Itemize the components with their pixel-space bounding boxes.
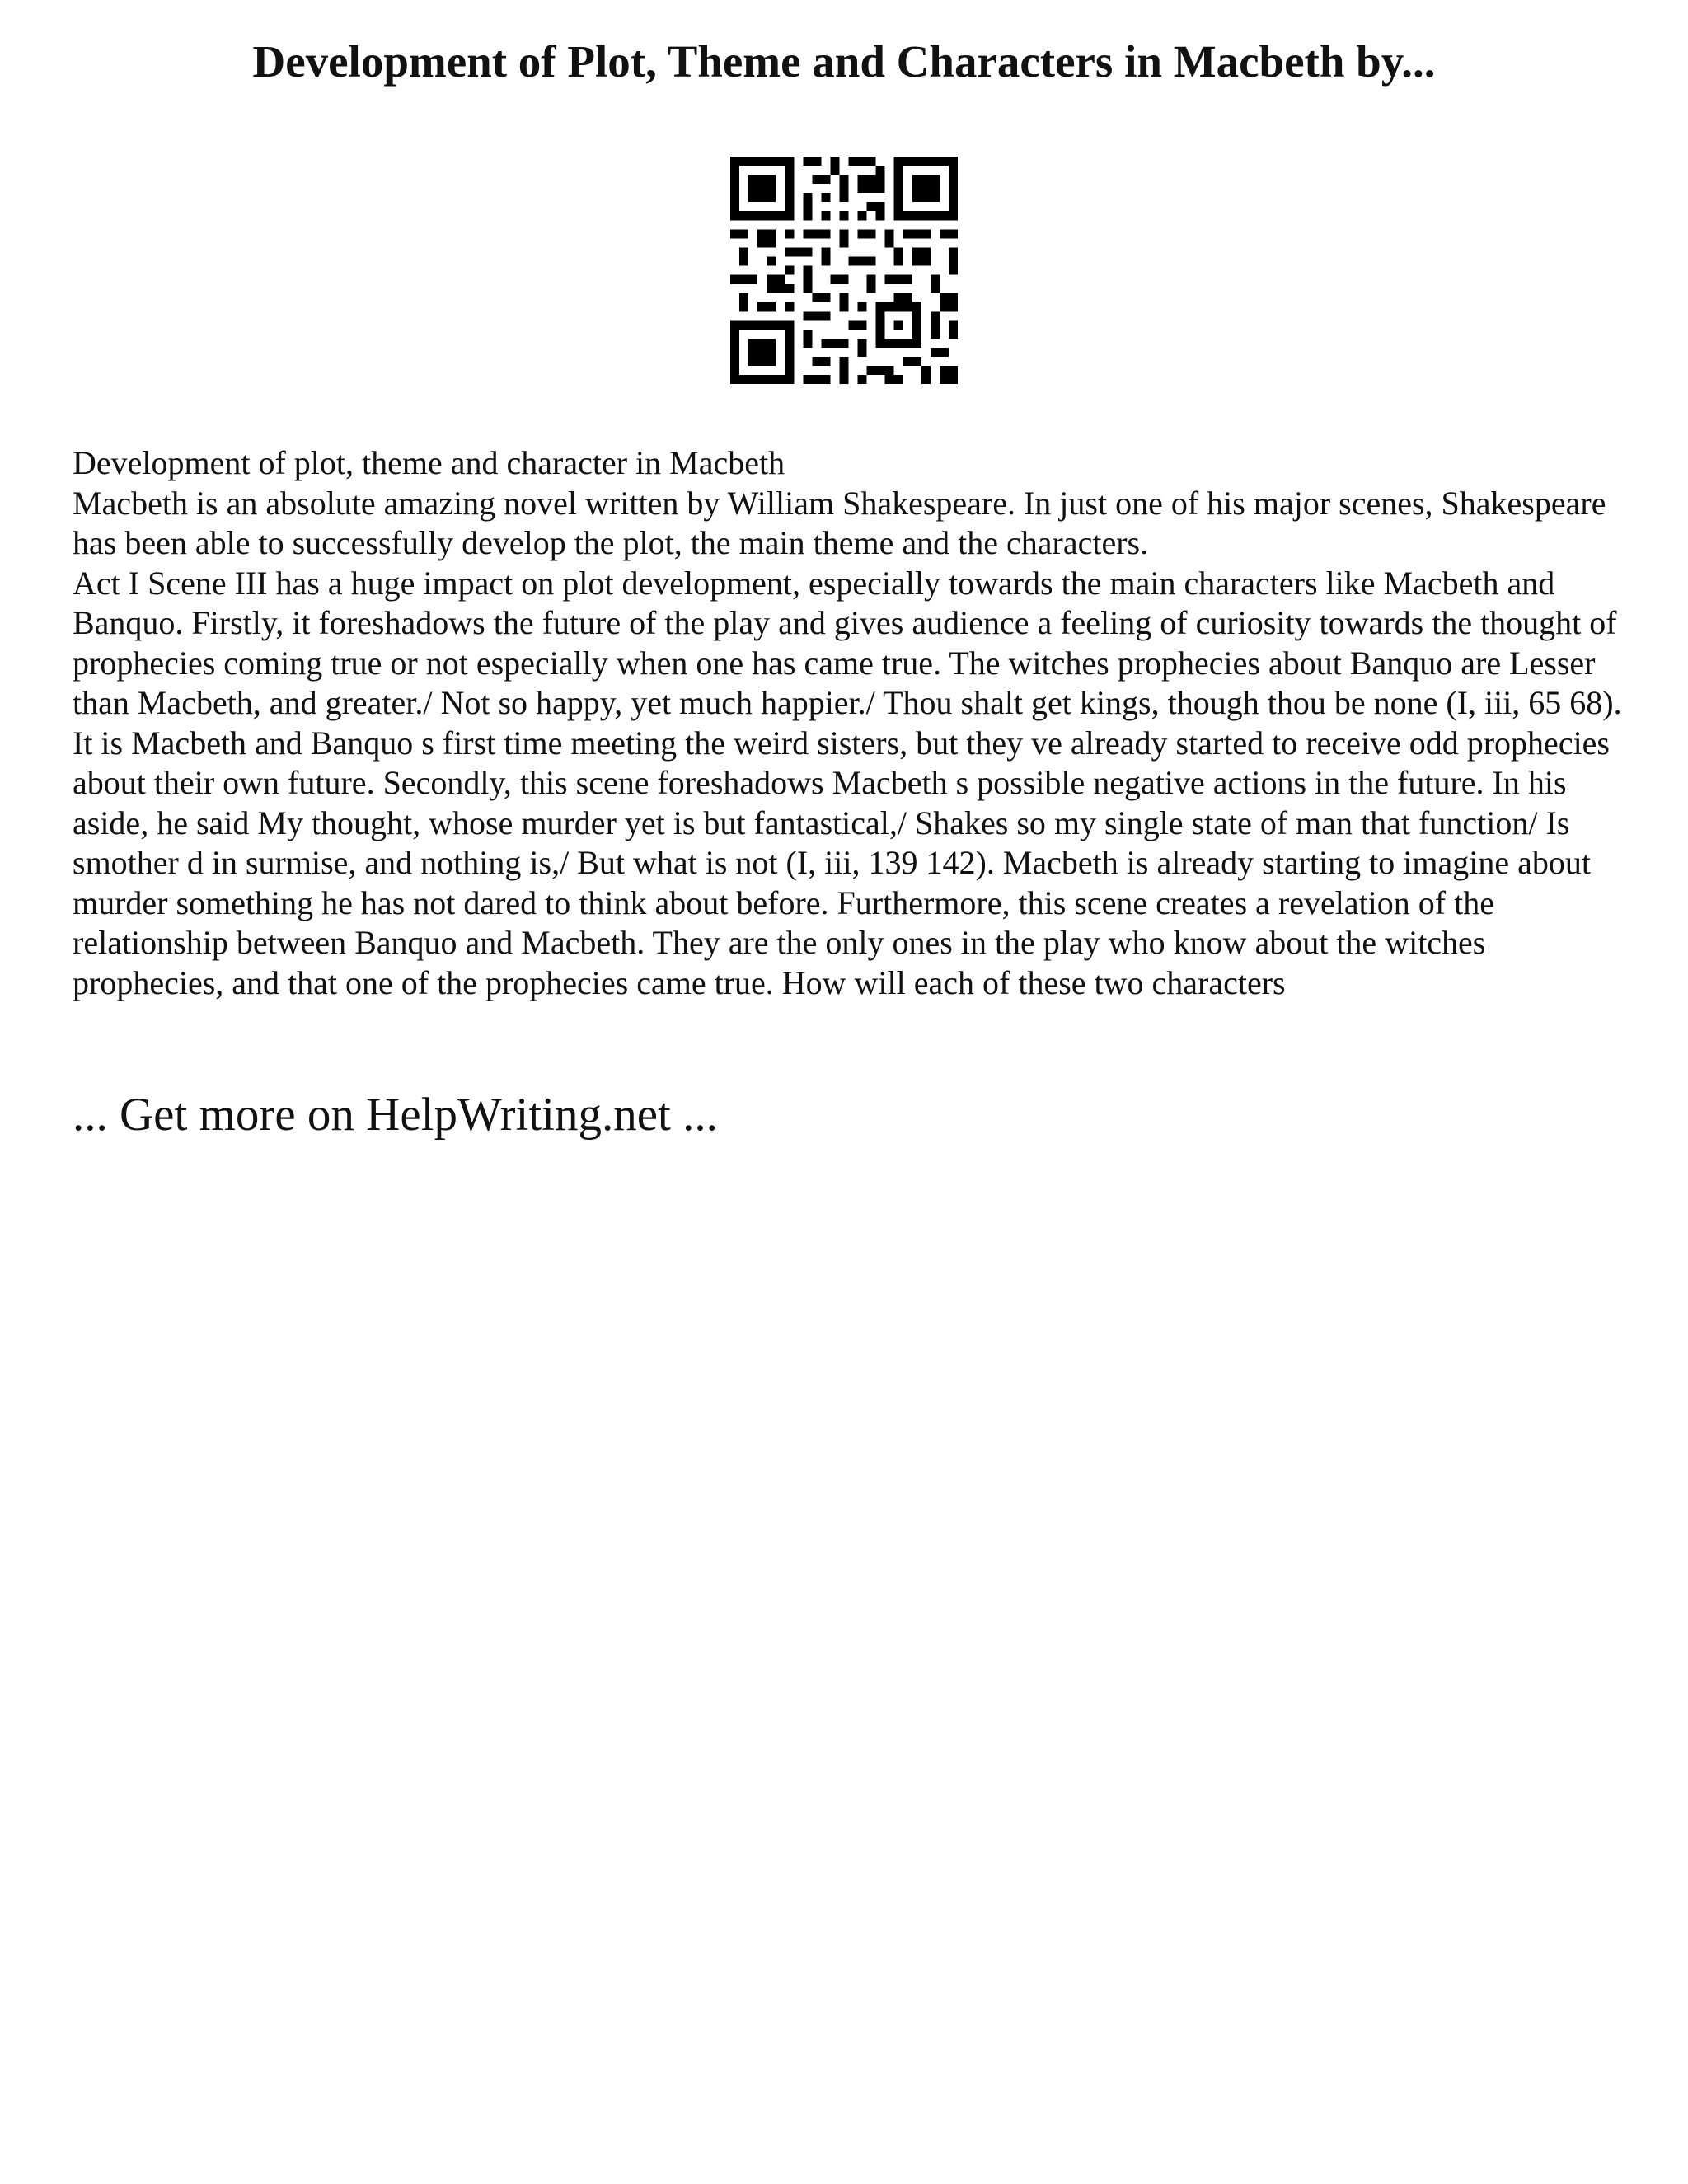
get-more-link[interactable]: ... Get more on HelpWriting.net ... (73, 1089, 718, 1141)
paragraph-body: Act I Scene III has a huge impact on plot development, especially towards the main characters like Macbeth and Banquo. Firstly, it foreshadows the future of the play and gives audience a feeling of curiosity towards the thought of prophecies coming true or not especially when one has came true. The witches prophecies about Banquo are Lesser than Macbeth, and greater./ Not so happy, yet much happier./ Thou shalt get kings, though thou be none (I, iii, 65 68). It is Macbeth and Banquo s first time meeting the weird sisters, but they ve already started to receive odd prophecies about their own future. Secondly, this scene foreshadows Macbeth s possible negative actions in the future. In his aside, he said My thought, whose murder yet is but fantastical,/ Shakes so my single state of man that function/ Is smother d in surmise, and nothing is,/ But what is not (I, iii, 139 142). Macbeth is already starting to imagine about murder something he has not dared to think about before. Furthermore, this scene creates a revelation of the relationship between Banquo and Macbeth. They are the only ones in the play who know about the witches prophecies, and that one of the prophecies came true. How will each of these two characters (73, 564, 1622, 1001)
qr-code-icon (730, 157, 958, 384)
paragraph-heading: Development of plot, theme and character in Macbeth (73, 444, 785, 481)
paragraph-intro: Macbeth is an absolute amazing novel written by William Shakespeare. In just one of his major scenes, Shakespeare has been able to successfully develop the plot, the main theme and the characters. (73, 484, 1606, 561)
essay-excerpt (73, 443, 1622, 1003)
page-title: Development of Plot, Theme and Characters in Macbeth by... (252, 36, 1436, 87)
